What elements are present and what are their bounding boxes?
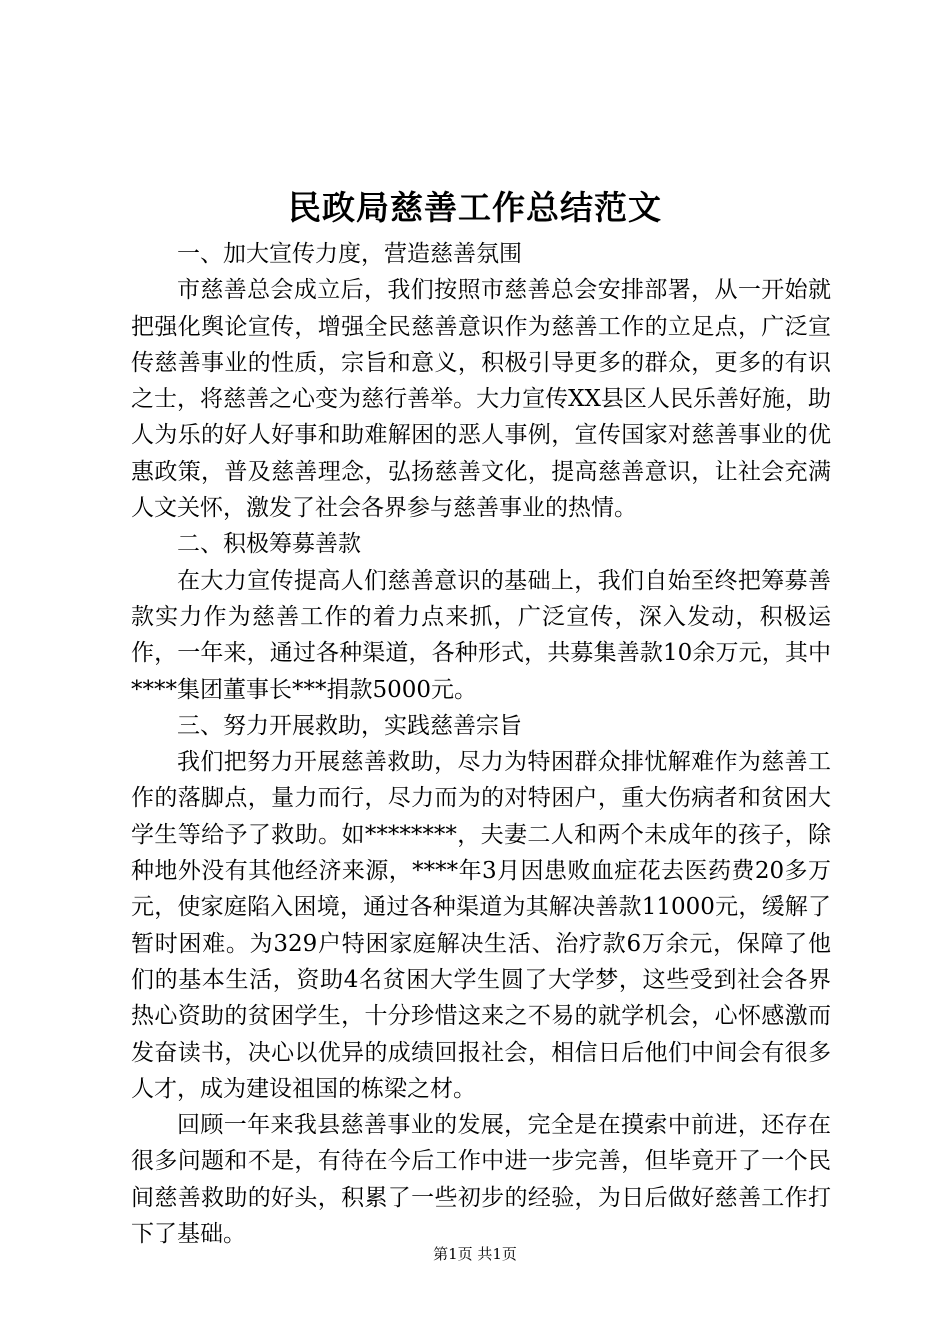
section-heading-2: 二、积极筹募善款: [177, 531, 361, 558]
document-body: [131, 236, 831, 1252]
section-heading-1: 一、加大宣传力度，营造慈善氛围: [177, 241, 522, 267]
section-heading-3: 三、努力开展救助，实践慈善宗旨: [177, 712, 522, 739]
paragraph-fundraising: 在大力宣传提高人们慈善意识的基础上，我们自始至终把筹募善款实力作为慈善工作的着力点来抓，广泛宣传，深入发动，积极运作，一年来，通过各种渠道，各种形式，共募集善款10余万元，其中****集团董事长***捐款5000元。: [131, 567, 831, 703]
paragraph-review: 回顾一年来我县慈善事业的发展，完全是在摸索中前进，还存在很多问题和不是，有待在今后工作中进一步完善，但毕竟开了一个民间慈善救助的好头，积累了一些初步的经验，为日后做好慈善工作打下了基础。: [131, 1112, 831, 1248]
paragraph-relief: 我们把努力开展慈善救助，尽力为特困群众排忧解难作为慈善工作的落脚点，量力而行，尽力而为的对特困户，重大伤病者和贫困大学生等给予了救助。如********，夫妻二人和两个未成年的孩子，除种地外没有其他经济来源，****年3月因患败血症花去医药费20多万元，使家庭陷入困境，通过各种渠道为其解决善款11000元，缓解了暂时困难。为329户特困家庭解决生活、治疗款6万余元，保障了他们的基本生活，资助4名贫困大学生圆了大学梦，这些受到社会各界热心资助的贫困学生，十分珍惜这来之不易的就学机会，心怀感激而发奋读书，决心以优异的成绩回报社会，相信日后他们中间会有很多人才，成为建设祖国的栋梁之材。: [131, 749, 831, 1102]
paragraph-publicity: 市慈善总会成立后，我们按照市慈善总会安排部署，从一开始就把强化舆论宣传，增强全民慈善意识作为慈善工作的立足点，广泛宣传慈善事业的性质，宗旨和意义，积极引导更多的群众，更多的有识之士，将慈善之心变为慈行善举。大力宣传XX县区人民乐善好施，助人为乐的好人好事和助难解困的恶人事例，宣传国家对慈善事业的优惠政策，普及慈善理念，弘扬慈善文化，提高慈善意识，让社会充满人文关怀，激发了社会各界参与慈善事业的热情。: [131, 277, 831, 522]
page-footer: 第1页 共1页: [433, 1245, 517, 1263]
page-title: 民政局慈善工作总结范文: [288, 188, 662, 227]
